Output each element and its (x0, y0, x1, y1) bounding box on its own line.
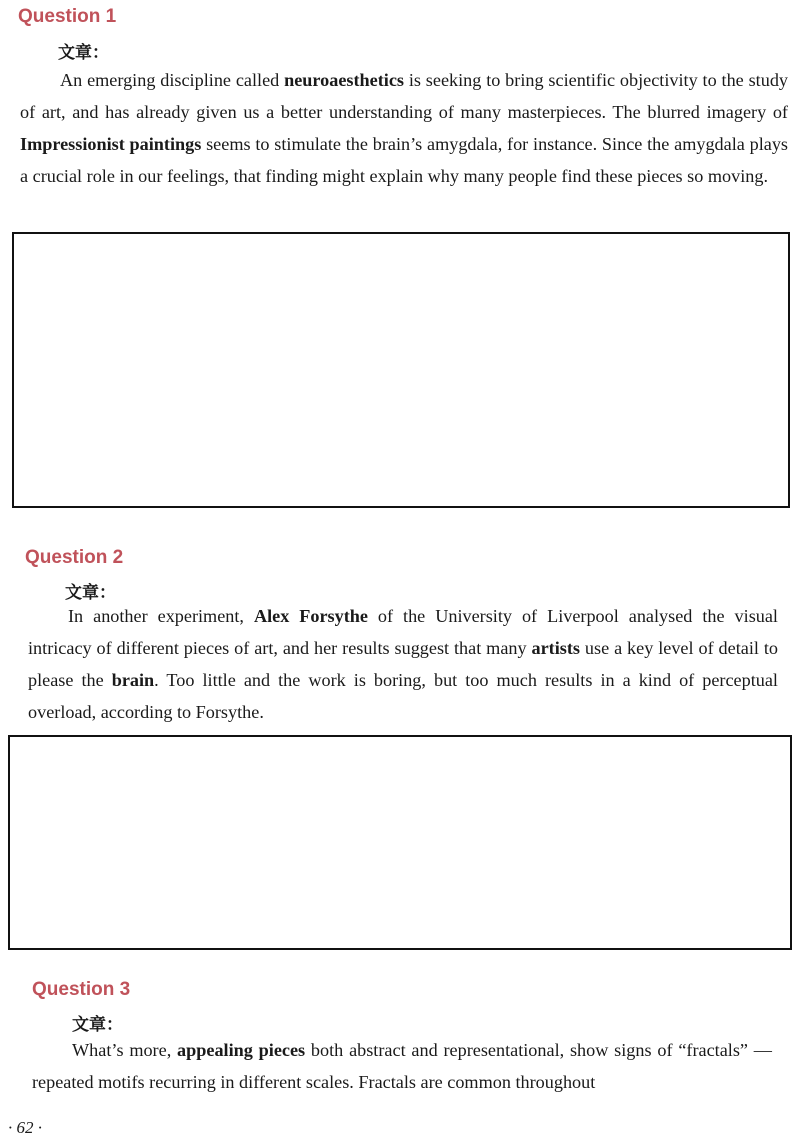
question-1-heading: Question 1 (18, 6, 117, 27)
passage-text: An emerging discipline called (60, 70, 285, 90)
question-1-passage-label: 文章： (58, 43, 109, 63)
question-3-passage (32, 1034, 772, 1098)
page-number: · 62 · (8, 1118, 42, 1137)
question-2-heading: Question 2 (25, 547, 124, 568)
question-2-passage-label: 文章： (65, 583, 116, 603)
passage-text: seems to stimulate the brain’s amygdala, for instance. Since the amygdala plays a crucial role in our feelings, that finding might explain why many people find these pieces so moving. (20, 134, 788, 186)
question-3-heading: Question 3 (32, 979, 131, 1000)
passage-text: In another experiment, (68, 606, 254, 626)
question-2-passage (28, 600, 778, 728)
passage-keyword: Impressionist paintings (20, 134, 202, 154)
passage-text: both abstract and representational, show signs of “fractals” — repeated motifs recurring in different scales. Fractals are common throughout (32, 1040, 772, 1092)
passage-keyword: artists (531, 638, 580, 658)
passage-text: What’s more, (72, 1040, 178, 1060)
question-1-passage (20, 64, 788, 192)
passage-text: use a key level of detail to please the (28, 638, 778, 690)
passage-keyword: Alex Forsythe (253, 606, 368, 626)
passage-text: . Too little and the work is boring, but too much results in a kind of perceptual overload, according to Forsythe. (28, 670, 778, 722)
question-2-answer-box[interactable] (8, 735, 792, 950)
passage-keyword: appealing pieces (177, 1040, 306, 1060)
passage-keyword: brain (111, 670, 155, 690)
passage-text: of the University of Liverpool analysed the visual intricacy of different pieces of art, and her results suggest that many (28, 606, 778, 658)
question-1-answer-box[interactable] (12, 232, 790, 508)
passage-text: is seeking to bring scientific objectivity to the study of art, and has already given us a better understanding of many masterpieces. The blurred imagery of (20, 70, 789, 122)
question-3-passage-label: 文章： (72, 1015, 123, 1035)
passage-keyword: neuroaesthetics (284, 70, 404, 90)
